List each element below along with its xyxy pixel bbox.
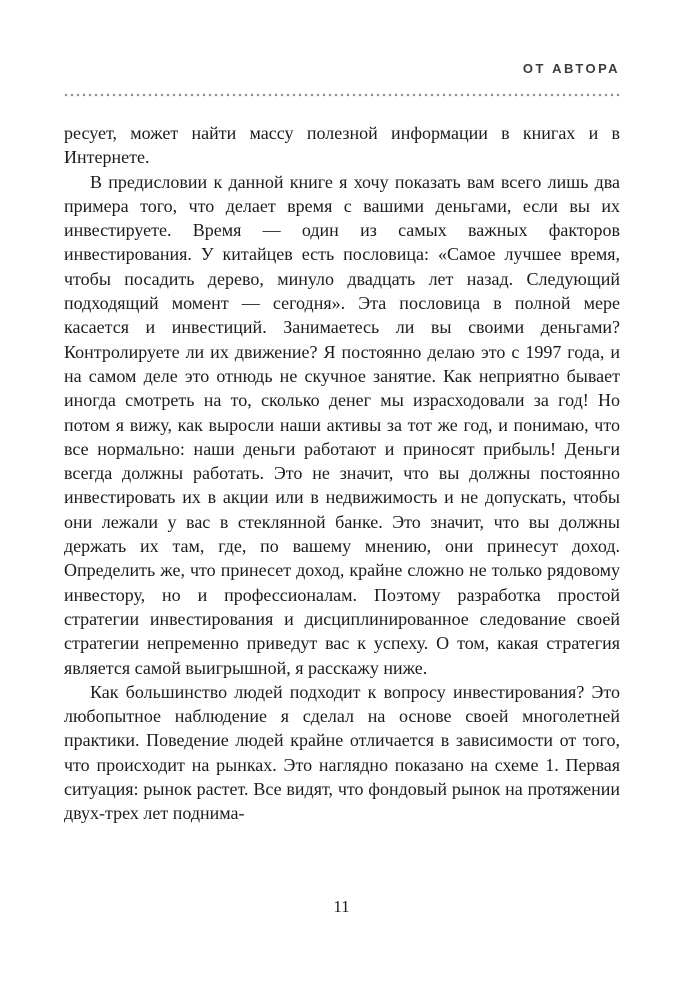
paragraph: В предисловии к данной книге я хочу показать вам всего лишь два примера того, что делает время с вашими деньгами, если вы их инвестируете. Время — один из самых важных факторов инвестирования. У китайцев есть пословица: «Самое лучшее время, чтобы посадить дерево, минуло двадцать лет назад. Следующий подходящий момент — сегодня». Эта пословица в полной мере касается и инвестиций. Занимаетесь ли вы своими деньгами? Контролируете ли их движение? Я постоянно делаю это с 1997 года, и на самом деле это отнюдь не скучное занятие. Как неприятно бывает иногда смотреть на то, сколько денег мы израсходовали за год! Но потом я вижу, как выросли наши активы за тот же год, и понимаю, что все нормально: наши деньги работают и приносят прибыль! Деньги всегда должны работать. Это не значит, что вы должны постоянно инвестировать их в акции или в недвижимость и не допускать, чтобы они лежали у вас в стеклянной банке. Это значит, что вы должны держать их там, где, по вашему мнению, они принесут доход. Определить же, что принесет доход, крайне сложно не только рядовому инвестору, но и профессионалам. Поэтому разработка простой стратегии инвестирования и дисциплинированное следование своей стратегии непременно приведут вас к успеху. О том, какая стратегия является самой выигрышной, я расскажу ниже. bbox=[64, 171, 620, 678]
body-text bbox=[64, 121, 620, 826]
running-head: ОТ АВТОРА bbox=[522, 61, 620, 76]
page-number: 11 bbox=[333, 897, 350, 916]
paragraph: ресует, может найти массу полезной информации в книгах и в Интернете. bbox=[64, 123, 620, 168]
dotted-divider bbox=[63, 93, 621, 97]
paragraph: Как большинство людей подходит к вопросу инвестирования? Это любопытное наблюдение я сделал на основе своей многолетней практики. Поведение людей крайне отличается в зависимости от того, что происходит на рынках. Это наглядно показано на схеме 1. Первая ситуация: рынок растет. Все видят, что фондовый рынок на протяжении двух-трех лет поднима- bbox=[64, 681, 620, 824]
